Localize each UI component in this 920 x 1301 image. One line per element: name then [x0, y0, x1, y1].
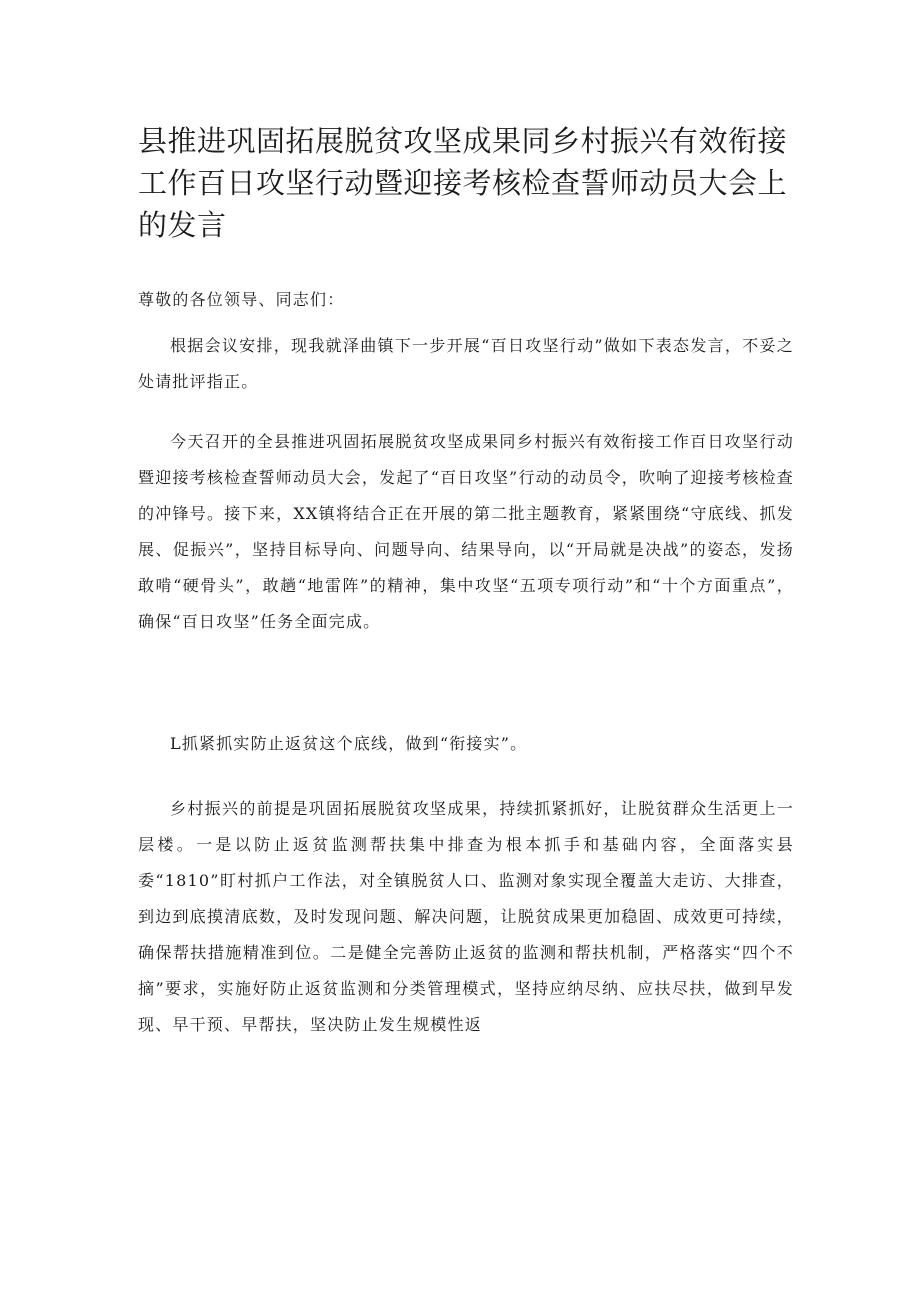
document-title: 县推进巩固拓展脱贫攻坚成果同乡村振兴有效衔接工作百日攻坚行动暨迎接考核检查誓师动员大会上的发言	[138, 124, 788, 242]
section-heading-1: L抓紧抓实防止返贫这个底线，做到“衔接实”。	[170, 734, 528, 753]
paragraph-intro: 根据会议安排，现我就泽曲镇下一步开展“百日攻坚行动”做如下表态发言，不妥之处请批评指正。	[138, 336, 794, 391]
paragraph-mobilization: 今天召开的全县推进巩固拓展脱贫攻坚成果同乡村振兴有效衔接工作百日攻坚行动暨迎接考核检查誓师动员大会，发起了“百日攻坚”行动的动员令，吹响了迎接考核检查的冲锋号。接下来，XX镇将结合正在开展的第二批主题教育，紧紧围绕“守底线、抓发展、促振兴”，坚持目标导向、问题导向、结果导向，以“开局就是决战”的姿态，发扬敢啃“硬骨头”，敢趟“地雷阵”的精神，集中攻坚“五项专项行动”和“十个方面重点”，确保“百日攻坚”任务全面完成。	[138, 432, 794, 631]
salutation: 尊敬的各位领导、同志们：	[138, 290, 345, 309]
paragraph-section-1-body: 乡村振兴的前提是巩固拓展脱贫攻坚成果，持续抓紧抓好，让脱贫群众生活更上一层楼。一是以防止返贫监测帮扶集中排查为根本抓手和基础内容，全面落实县委“1810”盯村抓户工作法，对全镇脱贫人口、监测对象实现全覆盖大走访、大排查，到边到底摸清底数，及时发现问题、解决问题，让脱贫成果更加稳固、成效更可持续，确保帮扶措施精准到位。二是健全完善防止返贫的监测和帮扶机制，严格落实“四个不摘”要求，实施好防止返贫监测和分类管理模式，坚持应纳尽纳、应扶尽扶，做到早发现、早干预、早帮扶，坚决防止发生规模性返	[138, 799, 794, 1034]
